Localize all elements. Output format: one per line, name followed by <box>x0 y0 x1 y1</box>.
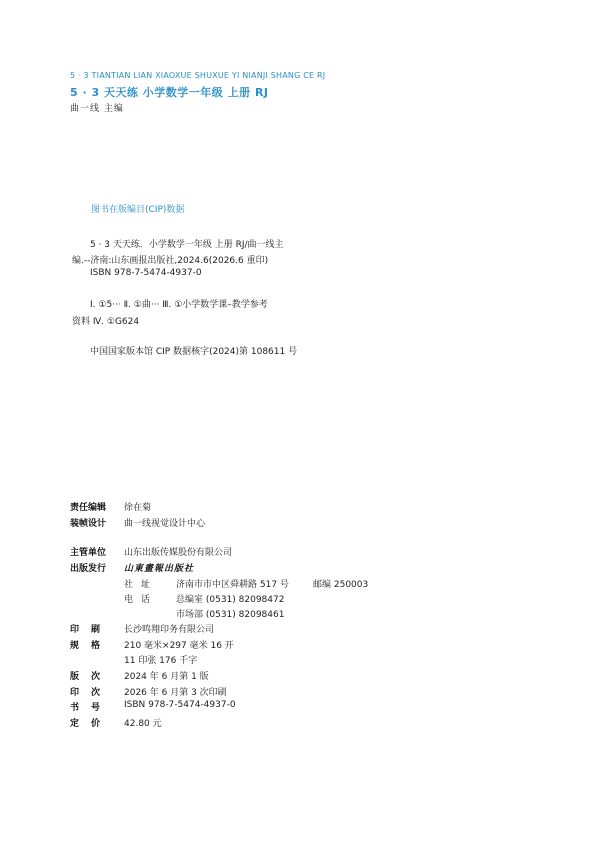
address-value: 济南市市中区舜耕路 517 号 <box>176 580 289 590</box>
edition-value: 2024 年 6 月第 1 版 <box>124 672 209 682</box>
cip-isbn: ISBN 978-7-5474-4937-0 <box>90 268 202 278</box>
postcode-value: 邮编 250003 <box>313 580 369 590</box>
publisher-name: 山東畫報出版社 <box>124 564 195 574</box>
publisher-label: 出版发行 <box>70 564 107 574</box>
cip-line: 编.--济南:山东画报出版社,2024.6(2026.6 重印) <box>72 256 269 266</box>
responsible-editor-label: 责任编辑 <box>70 503 107 513</box>
price-label: 定价 <box>70 719 113 729</box>
printer-value: 长沙鸣翔印务有限公司 <box>124 625 215 635</box>
impression-value: 2026 年 6 月第 3 次印刷 <box>124 688 227 698</box>
edition-label: 版次 <box>70 672 113 682</box>
cip-record-number: 中国国家版本馆 CIP 数据核字(2024)第 108611 号 <box>90 347 298 357</box>
spec-sheets: 11 印张 176 千字 <box>124 656 198 666</box>
isbn-value: ISBN 978-7-5474-4937-0 <box>124 700 236 710</box>
printer-label: 印刷 <box>70 625 113 635</box>
binding-design-value: 曲一线视觉设计中心 <box>124 519 206 529</box>
cip-classification: Ⅰ. ①5··· Ⅱ. ①曲··· Ⅲ. ①小学数学课–教学参考 <box>90 300 268 310</box>
spec-size: 210 毫米×297 毫米 16 开 <box>124 641 234 651</box>
phone-label: 电话 <box>124 595 159 605</box>
price-value: 42.80 元 <box>124 719 162 729</box>
impression-label: 印次 <box>70 688 113 698</box>
cip-heading: 图书在版编目(CIP)数据 <box>91 205 185 215</box>
spec-label: 规格 <box>70 641 113 651</box>
chief-editor: 曲一线 主编 <box>70 104 124 114</box>
isbn-label: 书号 <box>70 703 113 713</box>
book-title: 5 · 3 天天练 小学数学一年级 上册 RJ <box>70 86 269 99</box>
responsible-editor-value: 徐在菊 <box>124 503 152 513</box>
phone-editorial: 总编室 (0531) 82098472 <box>176 595 285 605</box>
supervisor-label: 主管单位 <box>70 548 107 558</box>
phone-marketing: 市场部 (0531) 82098461 <box>176 610 285 620</box>
cip-classification: 资料 Ⅳ. ①G624 <box>72 317 140 327</box>
cip-line: 5 · 3 天天练．小学数学一年级 上册 RJ/曲一线主 <box>90 240 284 250</box>
address-label: 社址 <box>124 580 159 590</box>
binding-design-label: 装帧设计 <box>70 519 107 529</box>
supervisor-value: 山东出版传媒股份有限公司 <box>124 548 233 558</box>
title-pinyin: 5 · 3 TIANTIAN LIAN XIAOXUE SHUXUE YI NIANJI SHANG CE RJ <box>70 71 326 80</box>
